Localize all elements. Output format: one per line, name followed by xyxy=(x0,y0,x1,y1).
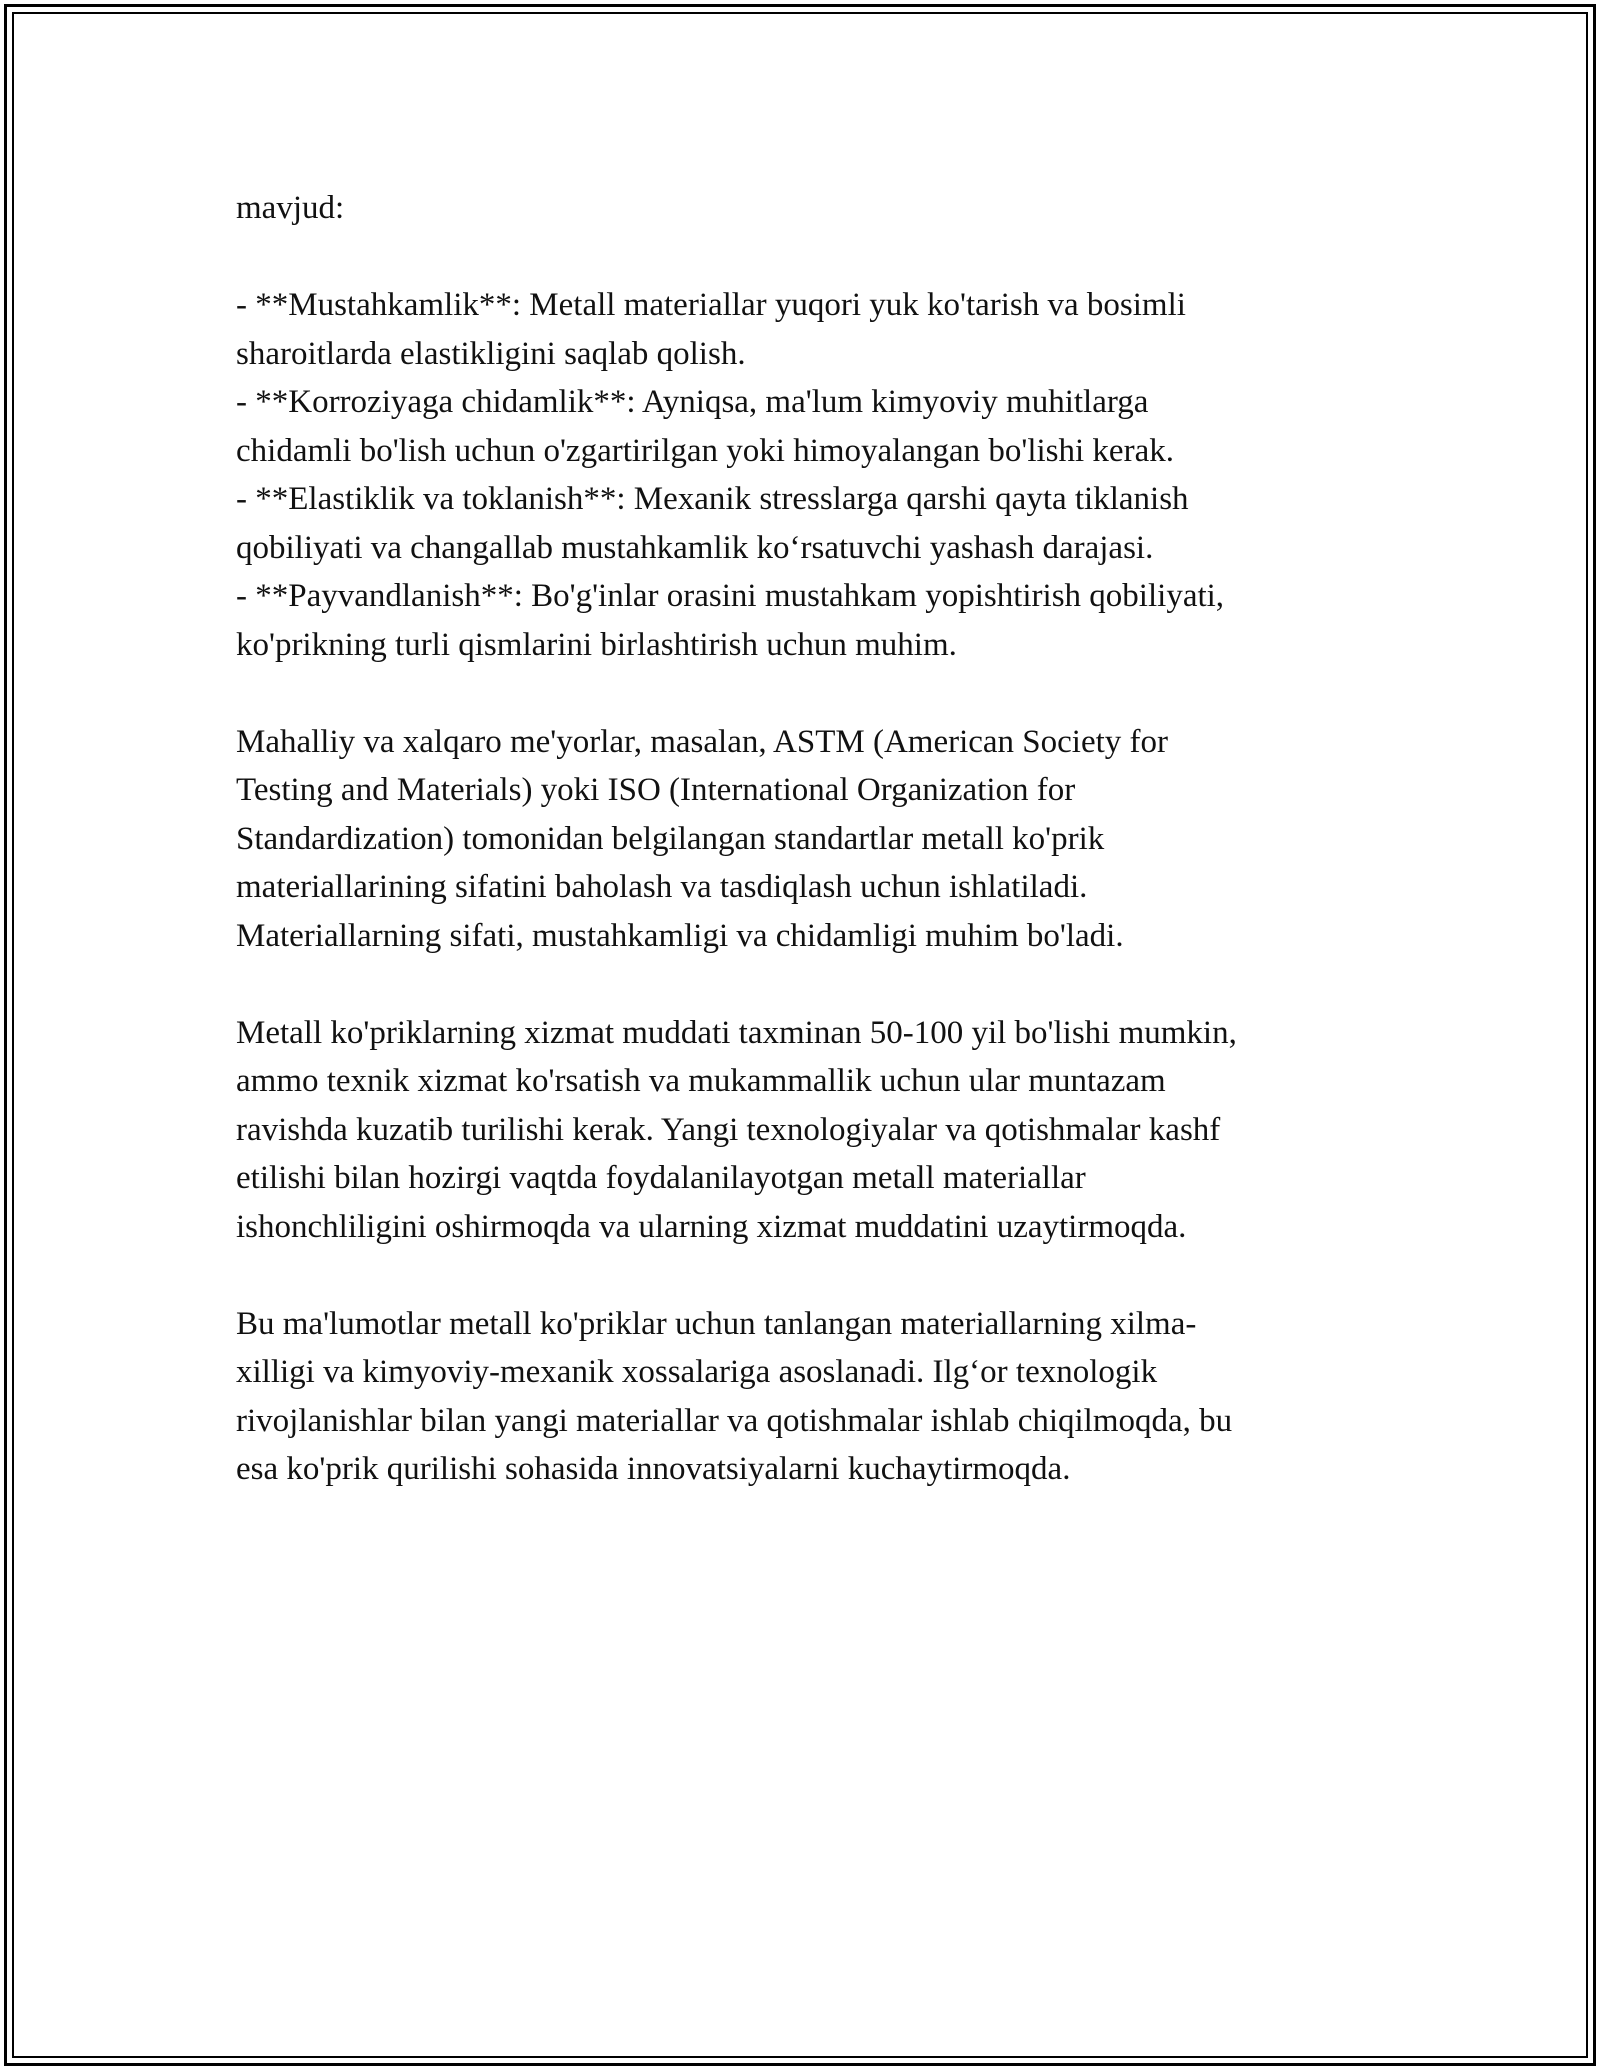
text-line: rivojlanishlar bilan yangi materiallar va qotishmalar ishlab chiqilmoqda, bu xyxy=(236,1402,1233,1439)
intro-line: mavjud: xyxy=(236,190,345,226)
bullet-list xyxy=(236,281,1366,669)
paragraph-gap xyxy=(236,233,1366,282)
text-line: Testing and Materials) yoki ISO (International Organization for xyxy=(236,772,1076,808)
text-line: etilishi bilan hozirgi vaqtda foydalanilayotgan metall materiallar xyxy=(236,1160,1086,1196)
paragraph-gap xyxy=(236,1251,1366,1300)
text-line: materiallarining sifatini baholash va tasdiqlash uchun ishlatiladi. xyxy=(236,869,1088,905)
text-line: Bu ma'lumotlar metall ko'priklar uchun tanlangan materiallarning xilma- xyxy=(236,1305,1197,1342)
text-line: ammo texnik xizmat ko'rsatish va mukammallik uchun ular muntazam xyxy=(236,1063,1166,1099)
paragraph-standards xyxy=(236,718,1366,961)
text-line: Materiallarning sifati, mustahkamligi va chidamligi muhim bo'ladi. xyxy=(236,917,1124,954)
text-line: Metall ko'priklarning xizmat muddati taxminan 50-100 yil bo'lishi mumkin, xyxy=(236,1014,1237,1051)
bullet-line: chidamli bo'lish uchun o'zgartirilgan yoki himoyalangan bo'lishi kerak. xyxy=(236,432,1174,469)
bullet-line: - **Payvandlanish**: Bo'g'inlar orasini mustahkam yopishtirish qobiliyati, xyxy=(236,578,1225,614)
text-line: Standardization) tomonidan belgilangan standartlar metall ko'prik xyxy=(236,820,1105,857)
bullet-line: ko'prikning turli qismlarini birlashtirish uchun muhim. xyxy=(236,626,957,663)
text-line: ishonchliligini oshirmoqda va ularning xizmat muddatini uzaytirmoqda. xyxy=(236,1208,1187,1245)
text-line: ravishda kuzatib turilishi kerak. Yangi texnologiyalar va qotishmalar kashf xyxy=(236,1111,1221,1148)
document-body xyxy=(236,184,1366,1494)
text-line: esa ko'prik qurilishi sohasida innovatsiyalarni kuchaytirmoqda. xyxy=(236,1451,1071,1487)
paragraph-conclusion xyxy=(236,1300,1366,1494)
bullet-line: - **Elastiklik va toklanish**: Mexanik stresslarga qarshi qayta tiklanish xyxy=(236,481,1189,517)
paragraph-service-life xyxy=(236,1009,1366,1252)
bullet-line: sharoitlarda elastikligini saqlab qolish. xyxy=(236,335,746,372)
bullet-line: qobiliyati va changallab mustahkamlik ko‘rsatuvchi yashash darajasi. xyxy=(236,529,1154,566)
bullet-line: - **Mustahkamlik**: Metall materiallar yuqori yuk ko'tarish va bosimli xyxy=(236,287,1186,323)
bullet-line: - **Korroziyaga chidamlik**: Ayniqsa, ma'lum kimyoviy muhitlarga xyxy=(236,384,1149,420)
paragraph-gap xyxy=(236,669,1366,718)
paragraph-gap xyxy=(236,960,1366,1009)
text-line: Mahalliy va xalqaro me'yorlar, masalan, ASTM (American Society for xyxy=(236,723,1169,760)
text-line: xilligi va kimyoviy-mexanik xossalariga asoslanadi. Ilg‘or texnologik xyxy=(236,1354,1158,1390)
